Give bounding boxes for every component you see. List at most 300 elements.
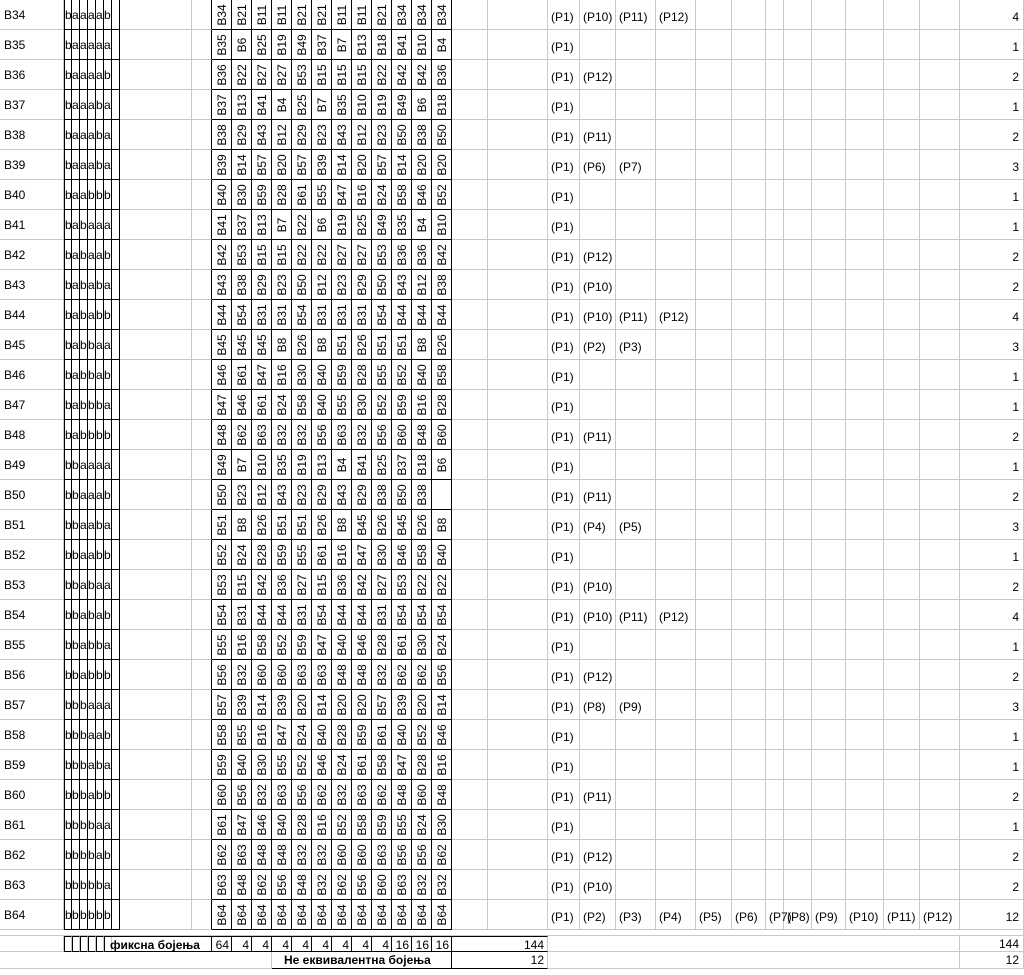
class-cell[interactable]: [656, 630, 696, 660]
spacer-cell[interactable]: [120, 300, 192, 330]
permutation-cell[interactable]: [412, 630, 432, 660]
footer-value-cell[interactable]: [232, 936, 252, 952]
pattern-cell[interactable]: [112, 360, 120, 390]
pattern-cell[interactable]: [104, 300, 112, 330]
permutation-cell[interactable]: [392, 450, 412, 480]
permutation-cell[interactable]: [432, 660, 452, 690]
pattern-cell[interactable]: [88, 600, 96, 630]
class-cell[interactable]: [616, 630, 656, 660]
class-cell[interactable]: [884, 0, 920, 30]
class-cell[interactable]: [812, 420, 846, 450]
permutation-cell[interactable]: [212, 0, 232, 30]
footer-value-cell[interactable]: [432, 936, 452, 952]
spacer-cell[interactable]: [192, 90, 212, 120]
class-cell[interactable]: [732, 300, 766, 330]
permutation-cell[interactable]: [232, 780, 252, 810]
class-cell[interactable]: [580, 690, 616, 720]
class-cell[interactable]: [884, 240, 920, 270]
row-id-cell[interactable]: [0, 450, 64, 480]
pattern-cell[interactable]: [104, 630, 112, 660]
class-cell[interactable]: [766, 870, 784, 900]
class-cell[interactable]: [766, 450, 784, 480]
pattern-cell[interactable]: [96, 870, 104, 900]
permutation-cell[interactable]: [312, 720, 332, 750]
class-cell[interactable]: [766, 570, 784, 600]
pattern-cell[interactable]: [88, 900, 96, 930]
pattern-cell[interactable]: [80, 600, 88, 630]
permutation-cell[interactable]: [252, 570, 272, 600]
class-cell[interactable]: [846, 210, 884, 240]
permutation-cell[interactable]: [272, 390, 292, 420]
pattern-cell[interactable]: [72, 630, 80, 660]
permutation-cell[interactable]: [272, 180, 292, 210]
class-cell[interactable]: [656, 240, 696, 270]
pattern-cell[interactable]: [80, 240, 88, 270]
permutation-cell[interactable]: [412, 750, 432, 780]
permutation-cell[interactable]: [352, 900, 372, 930]
class-cell[interactable]: [656, 720, 696, 750]
permutation-cell[interactable]: [272, 870, 292, 900]
permutation-cell[interactable]: [352, 720, 372, 750]
spacer-cell[interactable]: [192, 330, 212, 360]
pattern-cell[interactable]: [64, 390, 72, 420]
permutation-cell[interactable]: [412, 510, 432, 540]
class-cell[interactable]: [846, 360, 884, 390]
spacer-cell[interactable]: [120, 690, 192, 720]
class-cell[interactable]: [580, 360, 616, 390]
spacer-cell[interactable]: [192, 210, 212, 240]
class-cell[interactable]: [580, 210, 616, 240]
footer-value-cell[interactable]: [392, 936, 412, 952]
spacer-cell[interactable]: [120, 840, 192, 870]
class-cell[interactable]: [812, 390, 846, 420]
pattern-cell[interactable]: [64, 660, 72, 690]
class-cell[interactable]: [732, 600, 766, 630]
class-cell[interactable]: [784, 810, 812, 840]
class-cell[interactable]: [616, 60, 656, 90]
pattern-cell[interactable]: [80, 420, 88, 450]
pattern-cell[interactable]: [104, 120, 112, 150]
pattern-cell[interactable]: [80, 210, 88, 240]
permutation-cell[interactable]: [312, 150, 332, 180]
permutation-cell[interactable]: [352, 780, 372, 810]
class-cell[interactable]: [784, 120, 812, 150]
permutation-cell[interactable]: [232, 0, 252, 30]
permutation-cell[interactable]: [332, 450, 352, 480]
class-cell[interactable]: [766, 180, 784, 210]
spacer-cell[interactable]: [120, 330, 192, 360]
permutation-cell[interactable]: [252, 60, 272, 90]
class-cell[interactable]: [766, 750, 784, 780]
permutation-cell[interactable]: [412, 330, 432, 360]
count-cell[interactable]: [960, 390, 1024, 420]
class-cell[interactable]: [920, 750, 960, 780]
permutation-cell[interactable]: [412, 240, 432, 270]
class-cell[interactable]: [548, 720, 580, 750]
spacer-cell[interactable]: [192, 690, 212, 720]
pattern-cell[interactable]: [64, 150, 72, 180]
permutation-cell[interactable]: [432, 210, 452, 240]
permutation-cell[interactable]: [232, 600, 252, 630]
count-cell[interactable]: [960, 630, 1024, 660]
class-cell[interactable]: [846, 0, 884, 30]
permutation-cell[interactable]: [272, 600, 292, 630]
spacer-cell[interactable]: [120, 240, 192, 270]
spacer-cell[interactable]: [488, 720, 548, 750]
pattern-cell[interactable]: [80, 480, 88, 510]
class-cell[interactable]: [548, 270, 580, 300]
permutation-cell[interactable]: [312, 60, 332, 90]
class-cell[interactable]: [846, 600, 884, 630]
permutation-cell[interactable]: [292, 780, 312, 810]
permutation-cell[interactable]: [392, 840, 412, 870]
class-cell[interactable]: [656, 540, 696, 570]
count-cell[interactable]: [960, 330, 1024, 360]
class-cell[interactable]: [616, 810, 656, 840]
class-cell[interactable]: [766, 60, 784, 90]
class-cell[interactable]: [766, 720, 784, 750]
class-cell[interactable]: [616, 210, 656, 240]
class-cell[interactable]: [616, 780, 656, 810]
pattern-cell[interactable]: [96, 60, 104, 90]
pattern-cell[interactable]: [96, 0, 104, 30]
permutation-cell[interactable]: [212, 840, 232, 870]
permutation-cell[interactable]: [392, 240, 412, 270]
footer-value-cell[interactable]: [372, 936, 392, 952]
permutation-cell[interactable]: [372, 750, 392, 780]
permutation-cell[interactable]: [332, 330, 352, 360]
permutation-cell[interactable]: [212, 780, 232, 810]
class-cell[interactable]: [696, 840, 732, 870]
class-cell[interactable]: [656, 150, 696, 180]
pattern-cell[interactable]: [112, 120, 120, 150]
permutation-cell[interactable]: [352, 330, 372, 360]
pattern-cell[interactable]: [72, 300, 80, 330]
class-cell[interactable]: [784, 270, 812, 300]
permutation-cell[interactable]: [432, 780, 452, 810]
class-cell[interactable]: [812, 300, 846, 330]
pattern-cell[interactable]: [72, 660, 80, 690]
pattern-cell[interactable]: [112, 750, 120, 780]
pattern-cell[interactable]: [80, 150, 88, 180]
pattern-cell[interactable]: [96, 810, 104, 840]
class-cell[interactable]: [920, 420, 960, 450]
spacer-cell[interactable]: [192, 900, 212, 930]
pattern-cell[interactable]: [88, 60, 96, 90]
footer-cell[interactable]: [0, 936, 64, 952]
row-id-cell[interactable]: [0, 810, 64, 840]
permutation-cell[interactable]: [412, 180, 432, 210]
class-cell[interactable]: [920, 840, 960, 870]
permutation-cell[interactable]: [372, 480, 392, 510]
footer-total-right-cell[interactable]: [960, 936, 1024, 952]
spacer-cell[interactable]: [192, 720, 212, 750]
class-cell[interactable]: [812, 810, 846, 840]
permutation-cell[interactable]: [292, 30, 312, 60]
row-id-cell[interactable]: [0, 690, 64, 720]
row-id-cell[interactable]: [0, 570, 64, 600]
spacer-cell[interactable]: [488, 780, 548, 810]
class-cell[interactable]: [846, 720, 884, 750]
class-cell[interactable]: [846, 420, 884, 450]
class-cell[interactable]: [884, 180, 920, 210]
class-cell[interactable]: [884, 90, 920, 120]
class-cell[interactable]: [884, 600, 920, 630]
permutation-cell[interactable]: [372, 630, 392, 660]
permutation-cell[interactable]: [332, 810, 352, 840]
class-cell[interactable]: [580, 510, 616, 540]
pattern-cell[interactable]: [80, 540, 88, 570]
spacer-cell[interactable]: [192, 780, 212, 810]
footer-cell[interactable]: [96, 936, 104, 952]
footer-total-cell[interactable]: [452, 952, 548, 969]
permutation-cell[interactable]: [252, 210, 272, 240]
pattern-cell[interactable]: [96, 750, 104, 780]
class-cell[interactable]: [846, 870, 884, 900]
permutation-cell[interactable]: [352, 540, 372, 570]
spacer-cell[interactable]: [120, 60, 192, 90]
class-cell[interactable]: [846, 450, 884, 480]
class-cell[interactable]: [766, 780, 784, 810]
class-cell[interactable]: [732, 450, 766, 480]
spacer-cell[interactable]: [120, 180, 192, 210]
permutation-cell[interactable]: [272, 900, 292, 930]
class-cell[interactable]: [732, 570, 766, 600]
permutation-cell[interactable]: [392, 900, 412, 930]
permutation-cell[interactable]: [372, 180, 392, 210]
class-cell[interactable]: [920, 240, 960, 270]
class-cell[interactable]: [616, 570, 656, 600]
class-cell[interactable]: [616, 180, 656, 210]
pattern-cell[interactable]: [80, 0, 88, 30]
class-cell[interactable]: [884, 30, 920, 60]
class-cell[interactable]: [784, 60, 812, 90]
permutation-cell[interactable]: [232, 60, 252, 90]
permutation-cell[interactable]: [292, 480, 312, 510]
permutation-cell[interactable]: [432, 540, 452, 570]
permutation-cell[interactable]: [432, 810, 452, 840]
class-cell[interactable]: [884, 630, 920, 660]
permutation-cell[interactable]: [292, 570, 312, 600]
permutation-cell[interactable]: [312, 300, 332, 330]
permutation-cell[interactable]: [332, 870, 352, 900]
pattern-cell[interactable]: [104, 420, 112, 450]
spacer-cell[interactable]: [452, 420, 488, 450]
spacer-cell[interactable]: [192, 360, 212, 390]
permutation-cell[interactable]: [232, 450, 252, 480]
count-cell[interactable]: [960, 60, 1024, 90]
spacer-cell[interactable]: [452, 600, 488, 630]
pattern-cell[interactable]: [72, 60, 80, 90]
permutation-cell[interactable]: [412, 480, 432, 510]
class-cell[interactable]: [696, 300, 732, 330]
class-cell[interactable]: [846, 240, 884, 270]
permutation-cell[interactable]: [352, 360, 372, 390]
pattern-cell[interactable]: [88, 630, 96, 660]
spacer-cell[interactable]: [120, 420, 192, 450]
permutation-cell[interactable]: [432, 750, 452, 780]
class-cell[interactable]: [616, 510, 656, 540]
class-cell[interactable]: [766, 210, 784, 240]
permutation-cell[interactable]: [252, 690, 272, 720]
permutation-cell[interactable]: [312, 240, 332, 270]
spacer-cell[interactable]: [488, 810, 548, 840]
pattern-cell[interactable]: [96, 390, 104, 420]
class-cell[interactable]: [732, 180, 766, 210]
class-cell[interactable]: [656, 690, 696, 720]
class-cell[interactable]: [616, 840, 656, 870]
pattern-cell[interactable]: [64, 810, 72, 840]
spacer-cell[interactable]: [488, 660, 548, 690]
spacer-cell[interactable]: [452, 450, 488, 480]
permutation-cell[interactable]: [252, 840, 272, 870]
permutation-cell[interactable]: [412, 450, 432, 480]
spacer-cell[interactable]: [488, 210, 548, 240]
permutation-cell[interactable]: [372, 690, 392, 720]
class-cell[interactable]: [884, 870, 920, 900]
spacer-cell[interactable]: [452, 900, 488, 930]
class-cell[interactable]: [616, 690, 656, 720]
permutation-cell[interactable]: [252, 600, 272, 630]
permutation-cell[interactable]: [292, 360, 312, 390]
pattern-cell[interactable]: [64, 780, 72, 810]
permutation-cell[interactable]: [312, 90, 332, 120]
row-id-cell[interactable]: [0, 90, 64, 120]
permutation-cell[interactable]: [232, 570, 252, 600]
class-cell[interactable]: [548, 780, 580, 810]
class-cell[interactable]: [616, 720, 656, 750]
permutation-cell[interactable]: [432, 570, 452, 600]
pattern-cell[interactable]: [104, 510, 112, 540]
permutation-cell[interactable]: [392, 120, 412, 150]
pattern-cell[interactable]: [80, 330, 88, 360]
spacer-cell[interactable]: [452, 540, 488, 570]
class-cell[interactable]: [784, 510, 812, 540]
footer-label-cell[interactable]: [272, 952, 452, 969]
permutation-cell[interactable]: [272, 360, 292, 390]
class-cell[interactable]: [580, 180, 616, 210]
permutation-cell[interactable]: [312, 450, 332, 480]
permutation-cell[interactable]: [212, 480, 232, 510]
row-id-cell[interactable]: [0, 300, 64, 330]
spacer-cell[interactable]: [488, 180, 548, 210]
class-cell[interactable]: [884, 840, 920, 870]
spacer-cell[interactable]: [452, 570, 488, 600]
spacer-cell[interactable]: [488, 330, 548, 360]
permutation-cell[interactable]: [432, 330, 452, 360]
pattern-cell[interactable]: [80, 120, 88, 150]
pattern-cell[interactable]: [72, 900, 80, 930]
class-cell[interactable]: [656, 90, 696, 120]
spacer-cell[interactable]: [120, 600, 192, 630]
permutation-cell[interactable]: [272, 810, 292, 840]
class-cell[interactable]: [846, 780, 884, 810]
permutation-cell[interactable]: [232, 420, 252, 450]
spacer-cell[interactable]: [488, 270, 548, 300]
footer-total-cell[interactable]: [452, 936, 548, 952]
spacer-cell[interactable]: [488, 120, 548, 150]
permutation-cell[interactable]: [392, 750, 412, 780]
spacer-cell[interactable]: [192, 540, 212, 570]
class-cell[interactable]: [580, 660, 616, 690]
class-cell[interactable]: [696, 540, 732, 570]
permutation-cell[interactable]: [332, 240, 352, 270]
class-cell[interactable]: [812, 60, 846, 90]
pattern-cell[interactable]: [96, 30, 104, 60]
pattern-cell[interactable]: [88, 480, 96, 510]
count-cell[interactable]: [960, 750, 1024, 780]
pattern-cell[interactable]: [72, 390, 80, 420]
count-cell[interactable]: [960, 270, 1024, 300]
permutation-cell[interactable]: [292, 540, 312, 570]
class-cell[interactable]: [616, 420, 656, 450]
class-cell[interactable]: [920, 360, 960, 390]
class-cell[interactable]: [580, 750, 616, 780]
permutation-cell[interactable]: [312, 390, 332, 420]
pattern-cell[interactable]: [72, 540, 80, 570]
permutation-cell[interactable]: [232, 540, 252, 570]
class-cell[interactable]: [920, 180, 960, 210]
permutation-cell[interactable]: [332, 570, 352, 600]
permutation-cell[interactable]: [212, 870, 232, 900]
pattern-cell[interactable]: [96, 840, 104, 870]
permutation-cell[interactable]: [432, 90, 452, 120]
class-cell[interactable]: [884, 330, 920, 360]
count-cell[interactable]: [960, 690, 1024, 720]
class-cell[interactable]: [846, 300, 884, 330]
spacer-cell[interactable]: [452, 840, 488, 870]
pattern-cell[interactable]: [96, 570, 104, 600]
footer-value-cell[interactable]: [352, 936, 372, 952]
pattern-cell[interactable]: [88, 30, 96, 60]
class-cell[interactable]: [696, 690, 732, 720]
permutation-cell[interactable]: [392, 90, 412, 120]
permutation-cell[interactable]: [432, 270, 452, 300]
permutation-cell[interactable]: [412, 420, 432, 450]
class-cell[interactable]: [548, 510, 580, 540]
row-id-cell[interactable]: [0, 270, 64, 300]
permutation-cell[interactable]: [412, 660, 432, 690]
pattern-cell[interactable]: [64, 120, 72, 150]
pattern-cell[interactable]: [64, 750, 72, 780]
class-cell[interactable]: [812, 570, 846, 600]
class-cell[interactable]: [784, 420, 812, 450]
spacer-cell[interactable]: [192, 630, 212, 660]
class-cell[interactable]: [784, 600, 812, 630]
class-cell[interactable]: [580, 600, 616, 630]
permutation-cell[interactable]: [312, 510, 332, 540]
pattern-cell[interactable]: [88, 180, 96, 210]
class-cell[interactable]: [696, 750, 732, 780]
permutation-cell[interactable]: [352, 30, 372, 60]
class-cell[interactable]: [732, 360, 766, 390]
class-cell[interactable]: [920, 60, 960, 90]
class-cell[interactable]: [580, 300, 616, 330]
permutation-cell[interactable]: [352, 480, 372, 510]
class-cell[interactable]: [784, 630, 812, 660]
class-cell[interactable]: [846, 150, 884, 180]
pattern-cell[interactable]: [72, 750, 80, 780]
class-cell[interactable]: [920, 720, 960, 750]
class-cell[interactable]: [548, 660, 580, 690]
spacer-cell[interactable]: [488, 30, 548, 60]
permutation-cell[interactable]: [332, 840, 352, 870]
class-cell[interactable]: [766, 630, 784, 660]
class-cell[interactable]: [732, 240, 766, 270]
row-id-cell[interactable]: [0, 210, 64, 240]
permutation-cell[interactable]: [272, 240, 292, 270]
pattern-cell[interactable]: [72, 720, 80, 750]
